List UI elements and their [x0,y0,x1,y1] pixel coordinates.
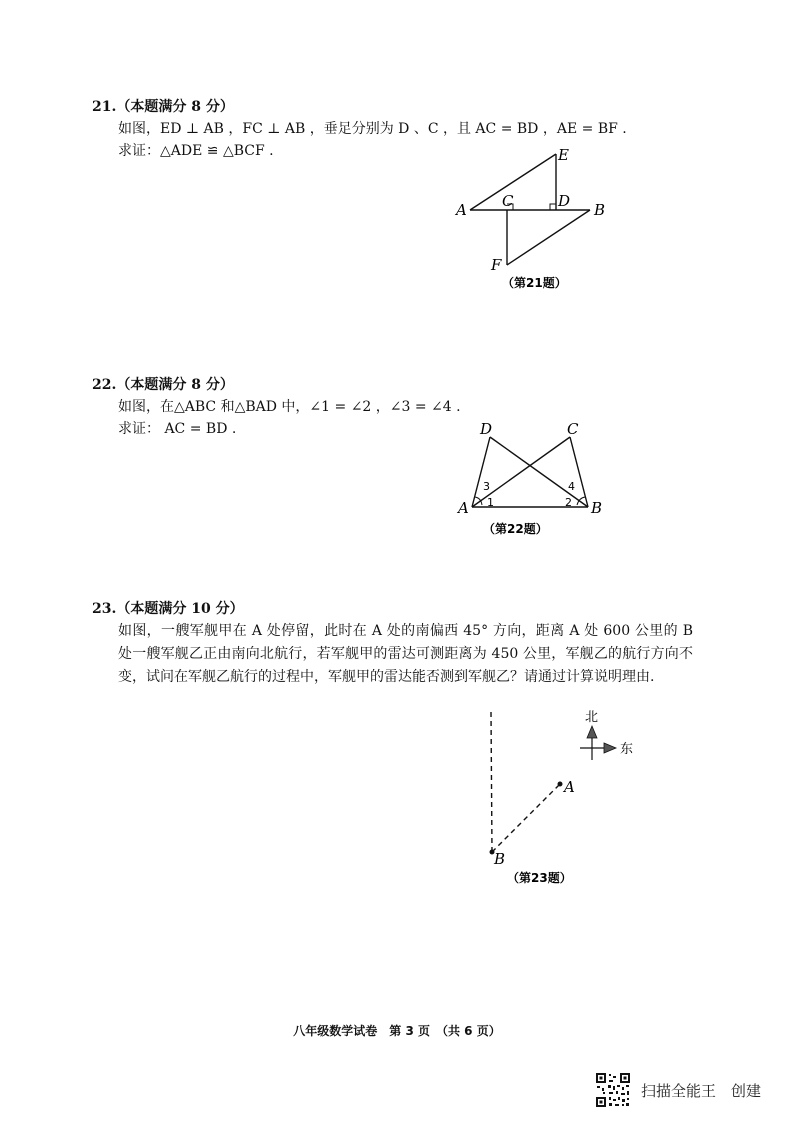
figure-23-diagram [470,700,670,890]
point-a-label: A [564,778,575,796]
angle-2-label: 2 [565,496,572,509]
point-d-label: D [480,420,493,438]
angle-1-label: 1 [487,496,494,509]
segment-fb [507,210,590,265]
east-label: 东 [620,742,634,757]
figure-22-diagram [450,420,610,545]
figure-21-caption: （第21题） [502,276,567,290]
north-label: 北 [585,710,599,725]
question-22-header: 22.（本题满分 8 分） [92,377,234,393]
question-23 [92,598,692,689]
right-angle-d [550,204,556,210]
point-c-label: C [567,420,579,438]
question-21-condition: 如图，ED ⊥ AB ，FC ⊥ AB ，垂足分别为 D 、C ，且 AC = BD ，AE = BF . [118,121,627,137]
point-d-label: D [558,192,571,210]
figure-23 [470,700,670,890]
question-23-body: 如图，一艘军舰甲在 A 处停留，此时在 A 处的南偏西 45° 方向，距离 A 处 600 公里的 B 处一艘军舰乙正由南向北航行，若军舰甲的雷达可测距离为 450 公里，军舰乙的航行方向不变，试问在军舰乙航行的过程中，军舰甲的雷达能否测到军舰乙？请通过计算说明理由. [118,623,693,685]
question-22-goal: 求证： AC = BD . [118,421,237,437]
point-b-label: B [594,201,606,219]
question-23-header: 23.（本题满分 10 分） [92,601,244,617]
point-f-label: F [491,256,502,274]
point-a-label: A [456,201,467,219]
figure-23-caption: （第23题） [507,871,572,885]
point-a-dot [558,782,563,787]
qr-code-icon [595,1072,631,1108]
figure-21-diagram [450,140,630,295]
angle-4-label: 4 [568,480,575,493]
page-footer: 八年级数学试卷 第 3 页 （共 6 页） [293,1024,501,1038]
question-21-header: 21.（本题满分 8 分） [92,99,234,115]
point-e-label: E [558,146,569,164]
figure-22 [450,420,610,545]
path-of-ship-b [491,712,492,852]
point-b-label: B [591,499,603,517]
figure-21 [450,140,630,295]
point-c-label: C [502,192,514,210]
compass-icon [580,726,616,760]
scanner-watermark [595,1072,761,1108]
question-22-condition: 如图，在△ABC 和△BAD 中，∠1 = ∠2 ，∠3 = ∠4 . [118,399,461,415]
point-b-label: B [494,850,506,868]
question-21-goal: 求证：△ADE ≌ △BCF . [118,143,274,159]
watermark-text: 扫描全能王 创建 [641,1081,762,1100]
figure-22-caption: （第22题） [483,522,548,536]
point-a-label: A [458,499,469,517]
angle-3-label: 3 [483,480,490,493]
segment-ab [492,784,560,852]
